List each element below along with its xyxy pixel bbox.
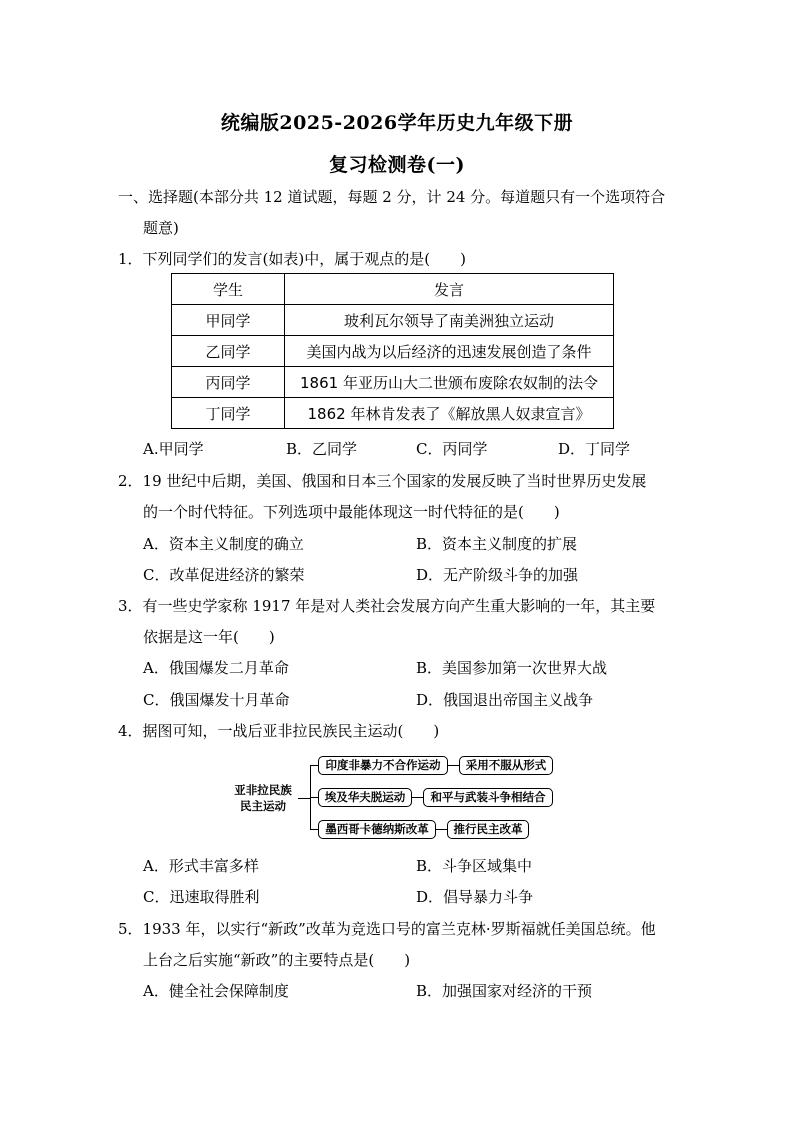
- connector-line: [435, 829, 447, 830]
- section-heading: 一、选择题(本部分共 12 道试题，每题 2 分，计 24 分。每道题只有一个选项符合: [118, 188, 666, 206]
- q2-option-a: A．资本主义制度的确立: [143, 535, 304, 553]
- diagram-root-label: [228, 782, 298, 814]
- feature-box: 采用不服从形式: [459, 756, 553, 775]
- q1-option-b: B．乙同学: [286, 440, 358, 458]
- diagram-root-line2: 民主运动: [240, 799, 286, 813]
- question-5-stem-cont: 上台之后实施“新政”的主要特点是( ): [143, 951, 411, 969]
- feature-box: 和平与武装斗争相结合: [423, 788, 553, 807]
- column-header-student: 学生: [172, 274, 285, 305]
- q3-option-b: B．美国参加第一次世界大战: [416, 659, 608, 677]
- table-row: [172, 305, 614, 336]
- speech-cell: 玻利瓦尔领导了南美洲独立运动: [285, 305, 614, 336]
- diagram-root-line1: 亚非拉民族: [234, 783, 292, 797]
- movement-box: 墨西哥卡德纳斯改革: [318, 820, 436, 839]
- question-1-stem: 1．下列同学们的发言(如表)中，属于观点的是( ): [118, 250, 466, 268]
- q1-option-a: A.甲同学: [143, 440, 204, 458]
- question-4-stem: 4．据图可知，一战后亚非拉民族民主运动( ): [118, 722, 440, 740]
- speech-cell: 1862 年林肯发表了《解放黑人奴隶宣言》: [285, 398, 614, 429]
- q3-option-a: A．俄国爆发二月革命: [143, 659, 289, 677]
- q2-option-b: B．资本主义制度的扩展: [416, 535, 578, 553]
- connector-line: [298, 798, 310, 799]
- q2-option-c: C．改革促进经济的繁荣: [143, 566, 305, 584]
- table-header-row: [172, 274, 614, 305]
- connector-line: [447, 765, 459, 766]
- question-3-stem: 3．有一些史学家称 1917 年是对人类社会发展方向产生重大影响的一年，其主要: [118, 597, 656, 615]
- q4-option-b: B．斗争区域集中: [416, 857, 533, 875]
- statement-table: [171, 273, 614, 429]
- movement-box: 印度非暴力不合作运动: [318, 756, 448, 775]
- student-cell: 丙同学: [172, 367, 285, 398]
- question-5-stem: 5．1933 年，以实行“新政”改革为竞选口号的富兰克林·罗斯福就任美国总统。他: [118, 920, 656, 938]
- table-row: [172, 336, 614, 367]
- table-row: [172, 398, 614, 429]
- movement-box: 埃及华夫脱运动: [318, 788, 412, 807]
- speech-cell: 1861 年亚历山大二世颁布废除农奴制的法令: [285, 367, 614, 398]
- connector-line: [310, 797, 318, 798]
- q2-option-d: D．无产阶级斗争的加强: [416, 566, 579, 584]
- connector-line: [310, 829, 318, 830]
- q4-option-a: A．形式丰富多样: [143, 857, 259, 875]
- student-cell: 甲同学: [172, 305, 285, 336]
- section-heading-cont: 题意): [143, 219, 179, 237]
- q3-option-c: C．俄国爆发十月革命: [143, 691, 290, 709]
- page-subtitle: 复习检测卷(一): [329, 154, 465, 176]
- connector-line: [310, 765, 318, 766]
- connector-line: [411, 797, 423, 798]
- student-cell: 乙同学: [172, 336, 285, 367]
- q3-option-d: D．俄国退出帝国主义战争: [416, 691, 594, 709]
- q5-option-a: A．健全社会保障制度: [143, 982, 289, 1000]
- question-2-stem-cont: 的一个时代特征。下列选项中最能体现这一时代特征的是( ): [143, 503, 560, 521]
- table-row: [172, 367, 614, 398]
- feature-box: 推行民主改革: [447, 820, 529, 839]
- student-cell: 丁同学: [172, 398, 285, 429]
- q5-option-b: B．加强国家对经济的干预: [416, 982, 593, 1000]
- q1-option-d: D．丁同学: [558, 440, 631, 458]
- question-2-stem: 2．19 世纪中后期，美国、俄国和日本三个国家的发展反映了当时世界历史发展: [118, 472, 647, 490]
- question-3-stem-cont: 依据是这一年( ): [143, 628, 275, 646]
- page-title: 统编版2025-2026学年历史九年级下册: [220, 112, 574, 134]
- q4-option-d: D．倡导暴力斗争: [416, 888, 534, 906]
- q1-option-c: C．丙同学: [416, 440, 488, 458]
- q4-option-c: C．迅速取得胜利: [143, 888, 260, 906]
- speech-cell: 美国内战为以后经济的迅速发展创造了条件: [285, 336, 614, 367]
- column-header-speech: 发言: [285, 274, 614, 305]
